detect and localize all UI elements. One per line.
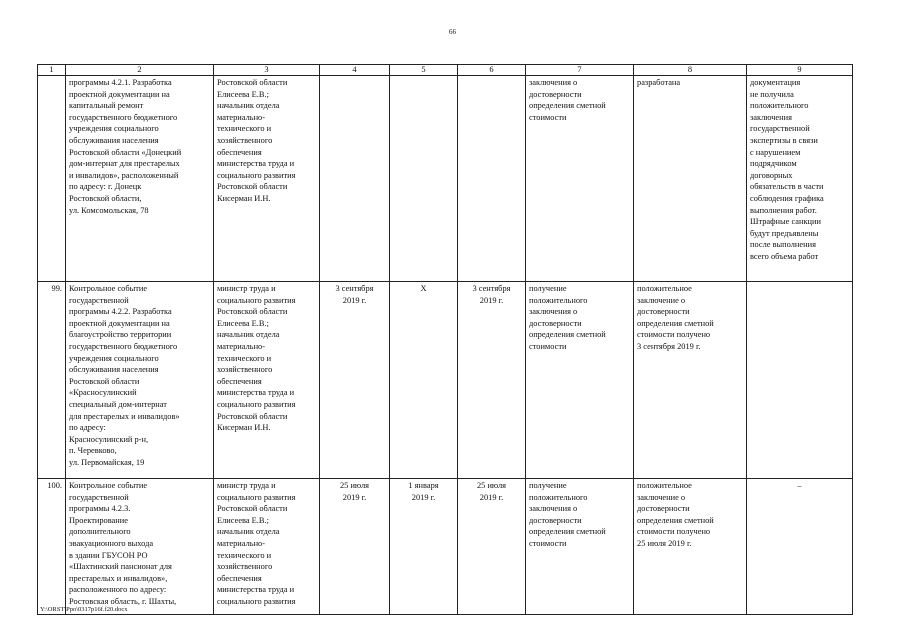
- planned-result: получение положительного заключения о достоверности определения сметной стоимости: [526, 282, 634, 479]
- column-number: 9: [747, 65, 853, 76]
- table-row: [38, 76, 853, 282]
- actual-result: разработана: [634, 76, 747, 282]
- actual-date: [458, 76, 526, 282]
- column-number: 3: [214, 65, 320, 76]
- planned-date: 3 сентября 2019 г.: [320, 282, 390, 479]
- column-number: 4: [320, 65, 390, 76]
- expected-date: 1 января 2019 г.: [390, 479, 458, 615]
- problems-note: –: [747, 479, 853, 615]
- planned-result: получение положительного заключения о достоверности определения сметной стоимости: [526, 479, 634, 615]
- problems-note: [747, 282, 853, 479]
- event-description: Контрольное событие государственной программы 4.2.3. Проектирование дополнительного эвакуационного выхода в здании ГБУСОН РО «Шахтинский пансионат для престарелых и инвалидов», расположенного по адресу: Ростовская область, г. Шахты,: [66, 479, 214, 615]
- row-number: [38, 76, 66, 282]
- page-number: 66: [449, 28, 456, 36]
- column-number: 5: [390, 65, 458, 76]
- row-number: 100.: [38, 479, 66, 615]
- column-number: 6: [458, 65, 526, 76]
- actual-date: 3 сентября 2019 г.: [458, 282, 526, 479]
- responsible-persons: Ростовской области Елисеева Е.В.; начальник отдела материально- технического и хозяйственного обеспечения министерства труда и социального развития Ростовской области Кисерман И.Н.: [214, 76, 320, 282]
- actual-date: 25 июля 2019 г.: [458, 479, 526, 615]
- column-number: 7: [526, 65, 634, 76]
- problems-note: документация не получила положительного заключения государственной экспертизы в связи с нарушением подрядчиком договорных обязательств в части соблюдения графика выполнения работ. Штрафные санкции будут предъявлены после выполнения всего объема работ: [747, 76, 853, 282]
- expected-date: [390, 76, 458, 282]
- expected-date: Х: [390, 282, 458, 479]
- actual-result: положительное заключение о достоверности определения сметной стоимости получено 25 июля 2019 г.: [634, 479, 747, 615]
- actual-result: положительное заключение о достоверности определения сметной стоимости получено 3 сентября 2019 г.: [634, 282, 747, 479]
- table-row: [38, 479, 853, 615]
- planned-date: 25 июля 2019 г.: [320, 479, 390, 615]
- column-number: 2: [66, 65, 214, 76]
- control-events-table: [37, 64, 853, 615]
- event-description: программы 4.2.1. Разработка проектной документации на капитальный ремонт государственного бюджетного учреждения социального обслуживания населения Ростовской области «Донецкий дом-интернат для престарелых и инвалидов», расположенный по адресу: г. Донецк Ростовской области, ул. Комсомольская, 78: [66, 76, 214, 282]
- row-number: 99.: [38, 282, 66, 479]
- planned-date: [320, 76, 390, 282]
- column-number-row: [38, 65, 853, 76]
- column-number: 8: [634, 65, 747, 76]
- planned-result: заключения о достоверности определения сметной стоимости: [526, 76, 634, 282]
- file-path-footer: Y:\ORST\Ppo\0317p16f.f20.docx: [40, 606, 128, 613]
- responsible-persons: министр труда и социального развития Ростовской области Елисеева Е.В.; начальник отдела материально- технического и хозяйственного обеспечения министерства труда и социального развития: [214, 479, 320, 615]
- responsible-persons: министр труда и социального развития Ростовской области Елисеева Е.В.; начальник отдела материально- технического и хозяйственного обеспечения министерства труда и социального развития Ростовской области Кисерман И.Н.: [214, 282, 320, 479]
- table-row: [38, 282, 853, 479]
- column-number: 1: [38, 65, 66, 76]
- event-description: Контрольное событие государственной программы 4.2.2. Разработка проектной документации на благоустройство территории государственного бюджетного учреждения социального обслуживания населения Ростовской области «Красносулинский специальный дом-интернат для престарелых и инвалидов» по адресу: Красносулинский р-н, п. Черевково, ул. Первомайская, 19: [66, 282, 214, 479]
